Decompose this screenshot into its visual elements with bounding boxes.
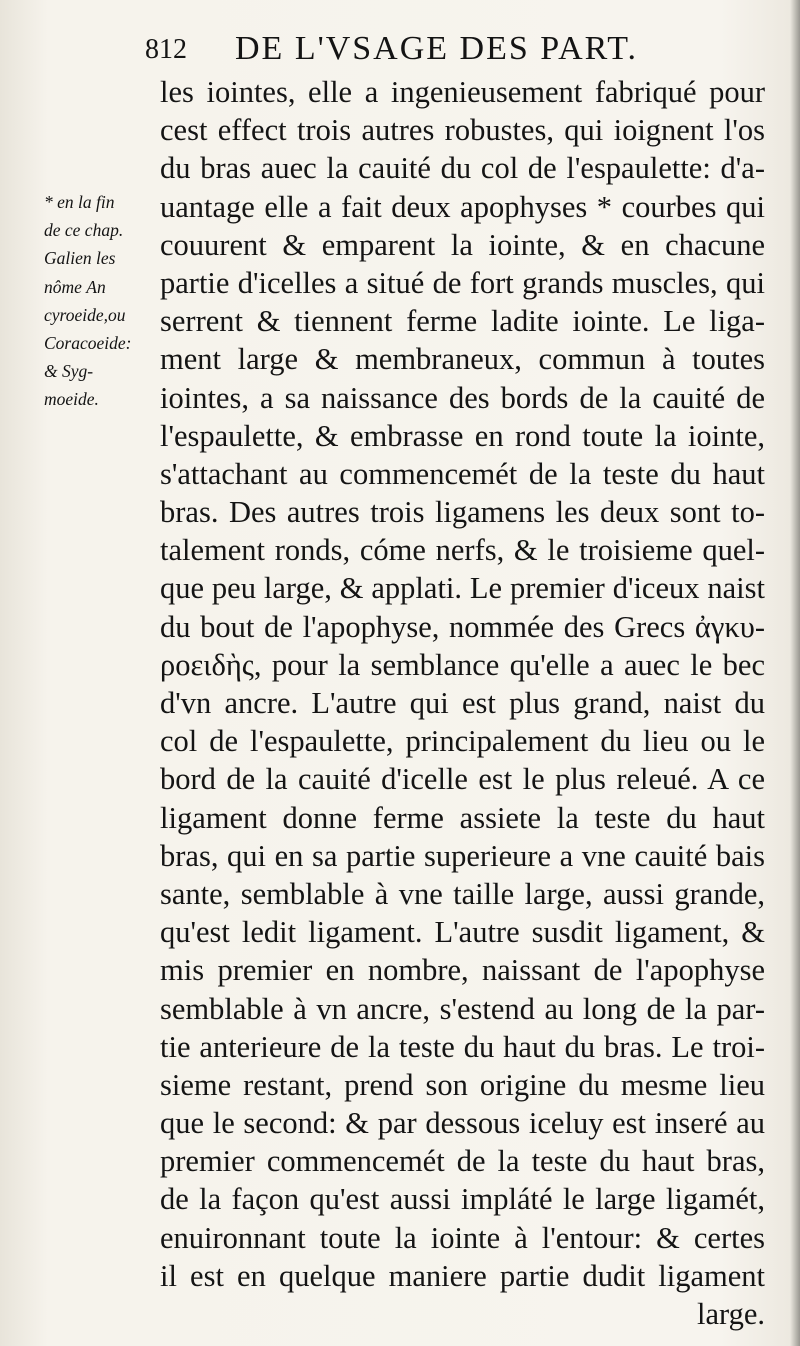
margin-note-line: Coracoeide: — [44, 333, 132, 354]
text-line: d'vn ancre. L'autre qui est plus grand, naist du — [160, 686, 765, 720]
margin-note-line: moeide. — [44, 389, 99, 410]
text-line: bras. Des autres trois ligamens les deux sont to- — [160, 495, 765, 530]
margin-note-line: cyroeide,ou — [44, 304, 126, 325]
text-line: l'espaulette, & embrasse en rond toute la iointe, — [160, 418, 765, 453]
text-line: couurent & emparent la iointe, & en chacune — [160, 227, 765, 262]
text-line: qu'est ledit ligament. L'autre susdit ligament, & — [160, 915, 765, 950]
margin-note — [44, 188, 156, 414]
running-title: DE L'VSAGE DES PART. — [235, 30, 639, 67]
page-number: 812 — [145, 34, 187, 65]
text-line: ligament donne ferme assiete la teste du haut — [160, 800, 765, 835]
margin-note-line: * en la fin — [44, 192, 115, 212]
page-edge-shadow — [790, 0, 800, 1346]
text-line: tie anterieure de la teste du haut du bras. Le troi- — [160, 1029, 765, 1064]
text-line: serrent & tiennent ferme ladite iointe. Le liga- — [160, 304, 765, 339]
text-line: sante, semblable à vne taille large, aussi grande, — [160, 876, 765, 911]
text-line: que peu large, & applati. Le premier d'iceux naist — [160, 571, 765, 606]
margin-note-line: nôme Αn — [44, 276, 106, 297]
text-line: de la façon qu'est aussi impláté le large ligamét, — [160, 1182, 765, 1217]
text-line: cest effect trois autres robustes, qui ioignent l'os — [160, 113, 765, 148]
text-line: ment large & membraneux, commun à toutes — [160, 342, 765, 377]
text-line: uantage elle a fait deux apophyses * courbes qui — [160, 189, 765, 224]
text-line: il est en quelque maniere partie dudit ligament — [160, 1258, 765, 1293]
text-line: mis premier en nombre, naissant de l'apophyse — [160, 953, 765, 988]
margin-note-line: & Syg- — [44, 361, 94, 382]
text-line: du bras auec la cauité du col de l'espaulette: d'a- — [160, 151, 765, 186]
margin-note-line: Galien les — [44, 248, 116, 269]
text-line: talement ronds, cóme nerfs, & le troisieme quel- — [160, 533, 765, 568]
text-line: enuironnant toute la iointe à l'entour: & certes — [160, 1220, 765, 1255]
text-line: col de l'espaulette, principalement du lieu ou le — [160, 724, 765, 759]
text-line: premier commencemét de la teste du haut bras, — [160, 1144, 765, 1179]
text-line-catchword: large. — [696, 1297, 765, 1331]
main-text-block — [160, 73, 765, 1333]
text-line: ροειδὴς, pour la semblance qu'elle a auec le bec — [160, 647, 765, 682]
text-line: sieme restant, prend son origine du mesme lieu — [160, 1067, 765, 1102]
text-line: du bout de l'apophyse, nommée des Grecs ἀγκυ- — [160, 609, 765, 644]
margin-note-line: de ce chap. — [44, 220, 124, 241]
text-line: que le second: & par dessous iceluy est inseré au — [160, 1106, 765, 1141]
text-line: bord de la cauité d'icelle est le plus releué. A ce — [160, 762, 765, 797]
text-line: s'attachant au commencemét de la teste du haut — [160, 456, 765, 491]
text-line: semblable à vn ancre, s'estend au long de la par- — [160, 991, 765, 1026]
text-line: iointes, a sa naissance des bords de la cauité de — [160, 380, 765, 415]
text-line: les iointes, elle a ingenieusement fabriqué pour — [160, 75, 765, 109]
text-line: bras, qui en sa partie superieure a vne cauité bais — [160, 838, 765, 873]
page-header — [145, 28, 785, 78]
text-line: partie d'icelles a situé de fort grands muscles, qui — [160, 265, 765, 300]
